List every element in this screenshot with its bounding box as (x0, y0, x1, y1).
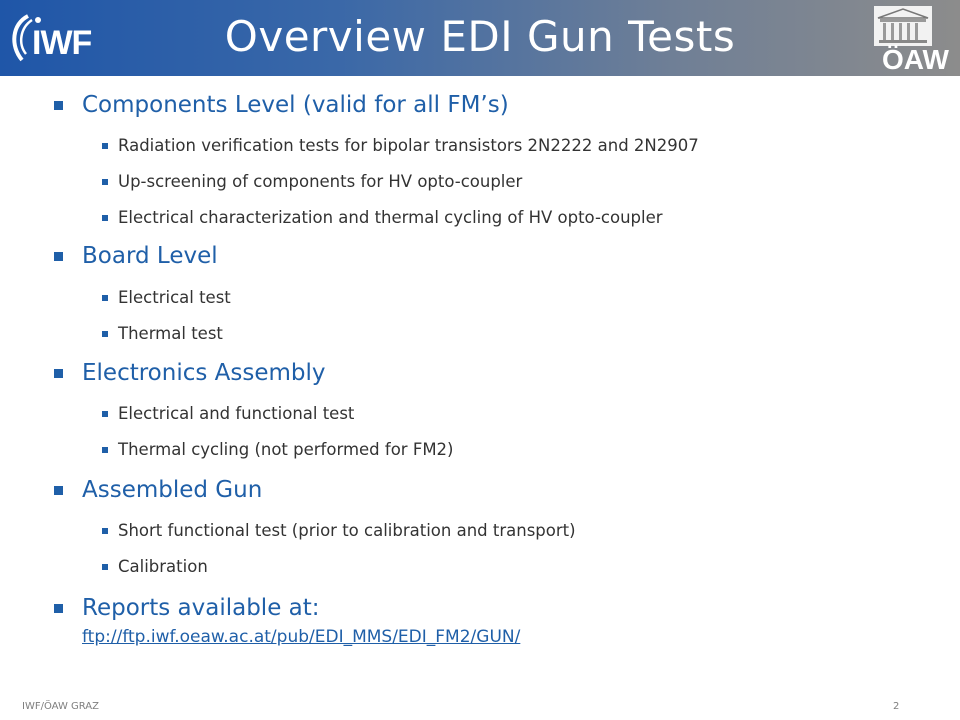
footer-label: IWF/ÖAW GRAZ (22, 701, 99, 712)
bullet-icon (102, 564, 108, 570)
bullet-icon (102, 528, 108, 534)
bullet-icon (54, 101, 63, 110)
bullet-icon (54, 486, 63, 495)
oeaw-logo-text: ÖAW (882, 44, 949, 75)
page-title: Overview EDI Gun Tests (224, 12, 736, 61)
reports-ftp-link[interactable]: ftp://ftp.iwf.oeaw.ac.at/pub/EDI_MMS/EDI_FM2/GUN/ (82, 627, 521, 647)
bullet-icon (54, 604, 63, 613)
bullet-icon (102, 331, 108, 337)
slide-content: Components Level (valid for all FM’s) Radiation verification tests for bipolar transistors 2N2222 and 2N2907 Up-screening of components for HV opto-coupler Electrical characterization and thermal cycling of HV opto-coupler Board Level Electrical test Thermal test Electronics Assembly Electrical and functional test Thermal cycling (not performed for FM2) Assembled Gun Short functional test (prior to calibration and transport) Calibration Reports available at: ftp://ftp.iwf.oeaw.ac.at/pub/EDI_MMS/EDI_FM2/GUN/ (0, 0, 960, 720)
bullet-icon (102, 143, 108, 149)
bullet-icon (102, 411, 108, 417)
bullet-icon (102, 295, 108, 301)
bullet-icon (102, 447, 108, 453)
page-number: 2 (893, 701, 900, 712)
bullet-icon (54, 252, 63, 261)
bullet-icon (102, 179, 108, 185)
bullet-icon (54, 369, 63, 378)
iwf-logo-text: IWF (32, 24, 92, 62)
bullet-icon (102, 215, 108, 221)
